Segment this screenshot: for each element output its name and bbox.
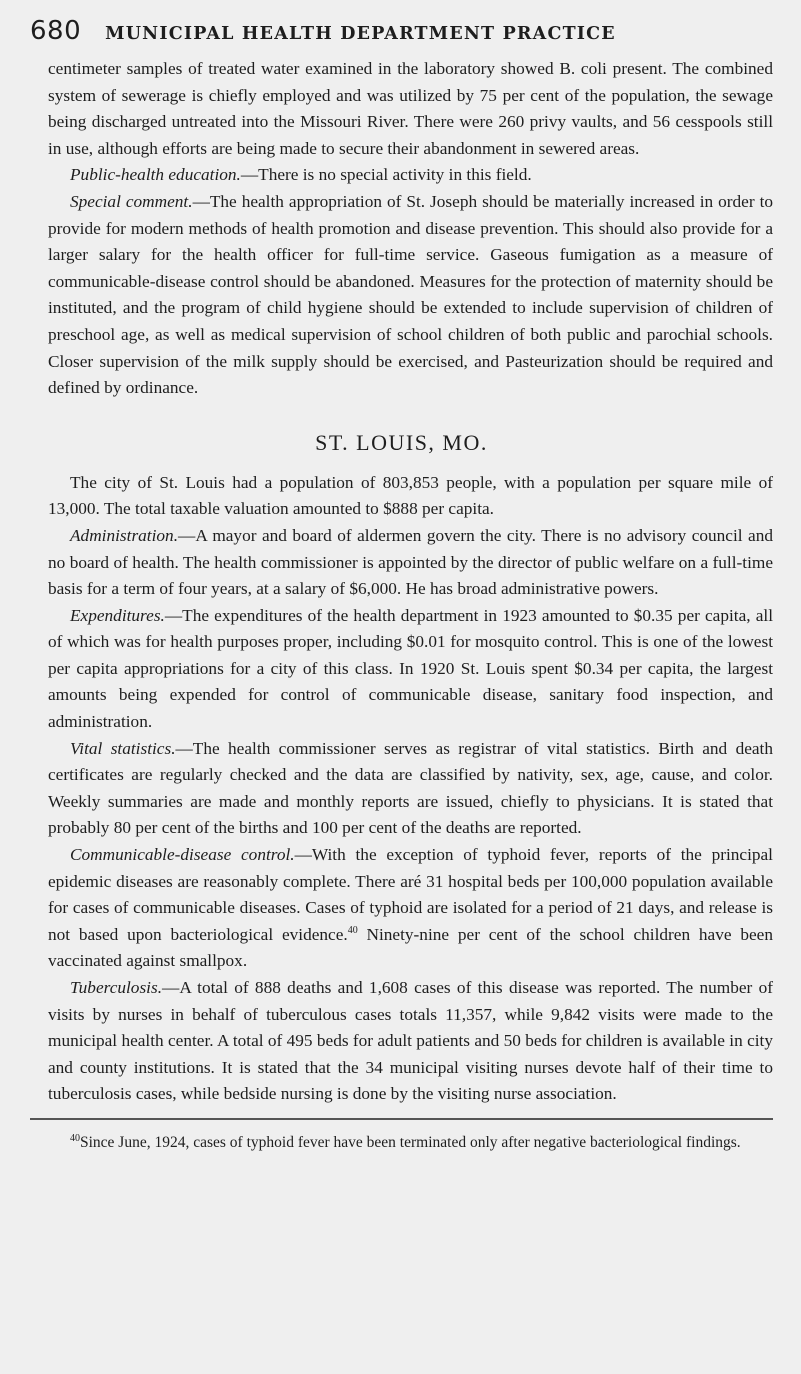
paragraph-text: —The expenditures of the health department in 1923 amounted to $0.35 per capita, all of which was for health purposes proper, including $0.01 for mosquito control. This is one of the lowest per capita appropriations for a city of this class. In 1920 St. Louis spent $0.34 per capita, the largest amounts being expended for control of communicable disease, sanitary food inspection, and administration.: [48, 605, 773, 732]
runin-heading: Public-health education.: [70, 165, 241, 185]
runin-heading: Communicable-disease control.: [70, 845, 295, 865]
paragraph-text: centimeter samples of treated water examined in the laboratory showed B. coli present. The combined system of sewerage is chiefly employed and was utilized by 75 per cent of the population, the sewage being discharged untreated into the Missouri River. There were 260 privy vaults, and 56 cesspools still in use, although efforts are being made to secure their abandonment in sewered areas.: [48, 59, 773, 158]
paragraph-continued: [48, 56, 773, 162]
paragraph-administration: [48, 523, 773, 603]
footnote-mark: 40: [70, 1132, 80, 1144]
runin-heading: Tuberculosis.: [70, 978, 163, 997]
running-head: MUNICIPAL HEALTH DEPARTMENT PRACTICE: [105, 24, 616, 44]
page-number: 680: [30, 16, 82, 46]
paragraph-text: —A total of 888 deaths and 1,608 cases of this disease was reported. The number of visits by nurses in behalf of tuberculous cases totals 11,357, while 9,842 visits were made to the municipal health center. A total of 495 beds for adult patients and 50 beds for children is available in city and county institutions. It is stated that the 34 municipal visiting nurses devote half of their time to tuberculosis cases, while bedside nursing is done by the visiting nurse association.: [48, 978, 773, 1104]
page-header: [30, 16, 783, 56]
body-text-top: [48, 56, 773, 402]
footnote-divider: [30, 1118, 773, 1120]
runin-heading: Special comment.: [70, 191, 193, 211]
paragraph-intro: [48, 470, 773, 523]
paragraph-text: —The health appropriation of St. Joseph should be materially increased in order to provide for modern methods of health promotion and disease prevention. This should also provide for a larger salary for the health officer for full-time service. Gaseous fumigation as a measure of communicable-disease control should be abandoned. Measures for the protection of maternity should be instituted, and the program of child hygiene should be extended to include supervision of children of preschool age, as well as medical supervision of school children of both public and parochial schools. Closer supervision of the milk supply should be exercised, and Pasteurization should be required and defined by ordinance.: [48, 191, 774, 398]
section-heading: ST. LOUIS, MO.: [315, 429, 488, 455]
paragraph-text: —With the exception of typhoid fever, reports of the principal epidemic diseases are reasonably complete. There aré 31 hospital beds per 100,000 population available for cases of communicable diseases. Cases of typhoid are isolated for a period of 21 days, and release is not based upon bacteriological evidence.: [48, 845, 773, 944]
body-text-bottom: [48, 470, 773, 1108]
runin-heading: Administration.: [70, 525, 179, 545]
runin-heading: Expenditures.: [70, 605, 165, 625]
paragraph-text: The city of St. Louis had a population of 803,853 people, with a population per square mile of 13,000. The total taxable valuation amounted to $888 per capita.: [48, 472, 773, 519]
runin-heading: Vital statistics.: [70, 738, 176, 758]
footnote: [48, 1132, 773, 1153]
paragraph-public-health-education: [48, 162, 773, 189]
footnote-reference[interactable]: 40: [347, 925, 358, 937]
paragraph-text: —There is no special activity in this field.: [240, 165, 532, 185]
paragraph-vital-statistics: [48, 736, 773, 842]
paragraph-text: —A mayor and board of aldermen govern the city. There is no advisory council and no board of health. The health commissioner is appointed by the director of public welfare on a full-time basis for a term of four years, at a salary of $6,000. He has broad administrative powers.: [48, 525, 773, 599]
paragraph-text-continued: Ninety-nine per cent of the school children have been vaccinated against smallpox.: [48, 924, 773, 971]
paragraph-communicable-disease-control: [48, 842, 773, 975]
paragraph-tuberculosis: [48, 975, 773, 1108]
footnote-text: Since June, 1924, cases of typhoid fever have been terminated only after negative bacteriological findings.: [80, 1133, 741, 1151]
paragraph-text: —The health commissioner serves as registrar of vital statistics. Birth and death certificates are regularly checked and the data are classified by nativity, sex, age, cause, and color. Weekly summaries are made and monthly reports are issued, chiefly to physicians. It is stated that probably 80 per cent of the births and 100 per cent of the deaths are reported.: [48, 738, 774, 838]
paragraph-expenditures: [48, 603, 773, 736]
paragraph-special-comment: [48, 189, 773, 402]
